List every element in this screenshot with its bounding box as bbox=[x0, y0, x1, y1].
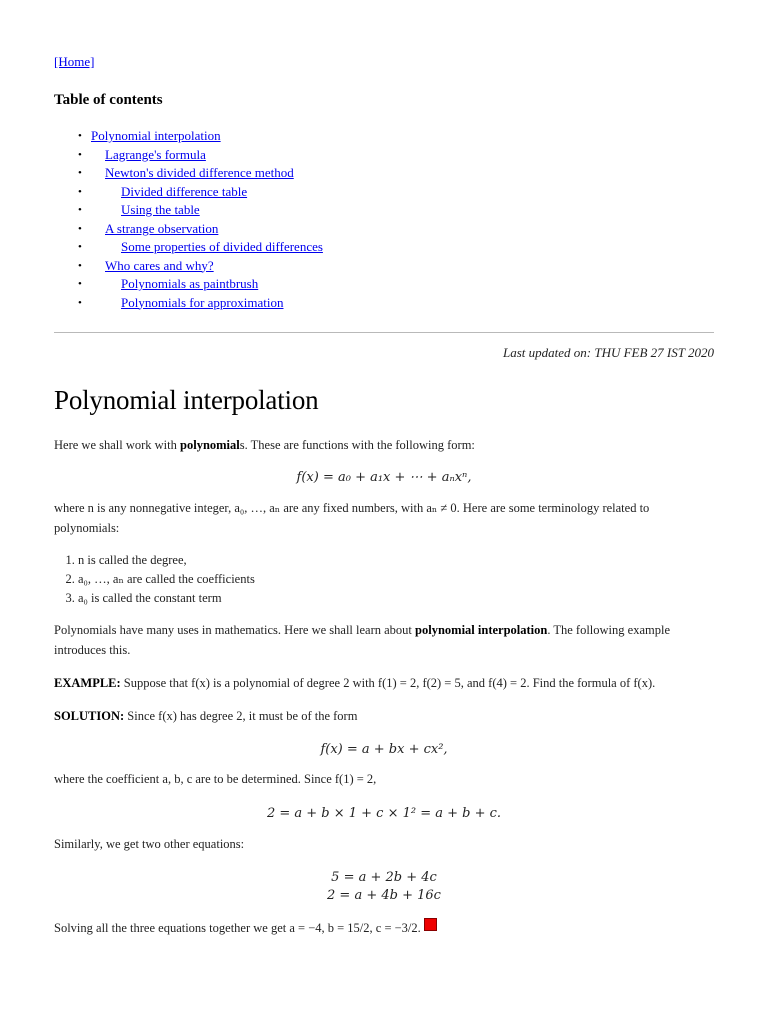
terminology-item: 3. a₀ is called the constant term bbox=[78, 589, 714, 608]
toc-list bbox=[54, 127, 714, 312]
toc-item bbox=[54, 201, 714, 220]
solution-label: SOLUTION: bbox=[54, 708, 125, 723]
toc-link[interactable]: A strange observation bbox=[105, 220, 219, 236]
toc-item bbox=[54, 220, 714, 239]
similar-paragraph: Similarly, we get two other equations: bbox=[54, 836, 245, 851]
example-label: EXAMPLE: bbox=[54, 676, 121, 690]
bullet-icon: • bbox=[78, 222, 82, 235]
example-text: Suppose that f(x) is a polynomial of degree 2 with f(1) = 2, f(2) = 5, and f(4) = 2. Find the formula of f(x). bbox=[120, 676, 656, 690]
equation-two: 5 = a + 2b + 4c bbox=[331, 870, 437, 885]
page-content bbox=[54, 54, 714, 939]
home-link[interactable]: [Home] bbox=[54, 54, 95, 69]
section-title: Polynomial interpolation bbox=[54, 385, 319, 415]
toc-item bbox=[54, 275, 714, 294]
equation-quadratic: f(x) = a + bx + cx², bbox=[320, 742, 448, 757]
equation-one: 2 = a + b × 1 + c × 1² = a + b + c. bbox=[266, 806, 502, 821]
qed-square-icon bbox=[424, 918, 437, 931]
example-paragraph bbox=[54, 674, 714, 694]
toc-item bbox=[54, 127, 714, 146]
uses-text-end: . The following example introduces this. bbox=[54, 623, 670, 657]
toc-link[interactable]: Polynomial interpolation bbox=[91, 128, 221, 143]
equation-polynomial: f(x) = a₀ + a₁x + ⋯ + aₙxⁿ, bbox=[296, 469, 472, 485]
intro-text-end: s. These are functions with the following form: bbox=[239, 438, 475, 452]
where-paragraph: where n is any nonnegative integer, a₀, …, aₙ are any fixed numbers, with aₙ ≠ 0. Here are some terminology related to polynomials: bbox=[54, 501, 650, 535]
toc-item bbox=[54, 257, 714, 276]
divider bbox=[54, 332, 714, 333]
toc-link[interactable]: Divided difference table bbox=[121, 183, 248, 199]
uses-bold-term: polynomial interpolation bbox=[415, 623, 548, 637]
bullet-icon: • bbox=[78, 130, 82, 142]
bullet-icon: • bbox=[78, 185, 82, 198]
solve-text: Solving all the three equations together we get a = −4, b = 15/2, c = −3/2. bbox=[54, 921, 421, 935]
toc-link[interactable]: Who cares and why? bbox=[105, 257, 214, 273]
toc-link[interactable]: Newton's divided difference method bbox=[105, 165, 294, 180]
toc-link[interactable]: Some properties of divided differences bbox=[121, 239, 323, 254]
uses-text-start: Polynomials have many uses in mathematics. Here we shall learn about bbox=[54, 623, 416, 637]
intro-text-start: Here we shall work with bbox=[54, 438, 181, 452]
toc-item bbox=[54, 146, 714, 165]
terminology-list bbox=[54, 551, 714, 608]
toc-item bbox=[54, 238, 714, 257]
toc-item bbox=[54, 294, 714, 313]
terminology-item: 1. n is called the degree, bbox=[78, 551, 714, 570]
solution-text: Since f(x) has degree 2, it must be of the form bbox=[124, 708, 358, 723]
solve-paragraph bbox=[54, 918, 714, 939]
coefficient-paragraph: where the coefficient a, b, c are to be determined. Since f(1) = 2, bbox=[54, 771, 377, 786]
last-updated: Last updated on: THU FEB 27 IST 2020 bbox=[502, 345, 714, 360]
intro-bold-term: polynomial bbox=[180, 438, 240, 452]
toc-link[interactable]: Polynomials as paintbrush bbox=[121, 276, 259, 291]
bullet-icon: • bbox=[78, 278, 82, 290]
bullet-icon: • bbox=[78, 296, 82, 309]
toc-title: Table of contents bbox=[54, 92, 163, 108]
toc-link[interactable]: Using the table bbox=[121, 202, 200, 217]
bullet-icon: • bbox=[78, 167, 82, 179]
bullet-icon: • bbox=[78, 241, 82, 253]
bullet-icon: • bbox=[78, 259, 82, 272]
solution-paragraph bbox=[54, 707, 714, 727]
equation-three: 2 = a + 4b + 16c bbox=[327, 888, 441, 903]
uses-paragraph bbox=[54, 621, 714, 660]
intro-paragraph bbox=[54, 436, 714, 456]
toc-item bbox=[54, 164, 714, 183]
terminology-item: 2. a₀, …, aₙ are called the coefficients bbox=[78, 570, 714, 589]
toc-link[interactable]: Lagrange's formula bbox=[105, 146, 206, 162]
bullet-icon: • bbox=[78, 148, 82, 161]
bullet-icon: • bbox=[78, 204, 82, 216]
toc-link[interactable]: Polynomials for approximation bbox=[121, 294, 284, 310]
toc-item bbox=[54, 183, 714, 202]
